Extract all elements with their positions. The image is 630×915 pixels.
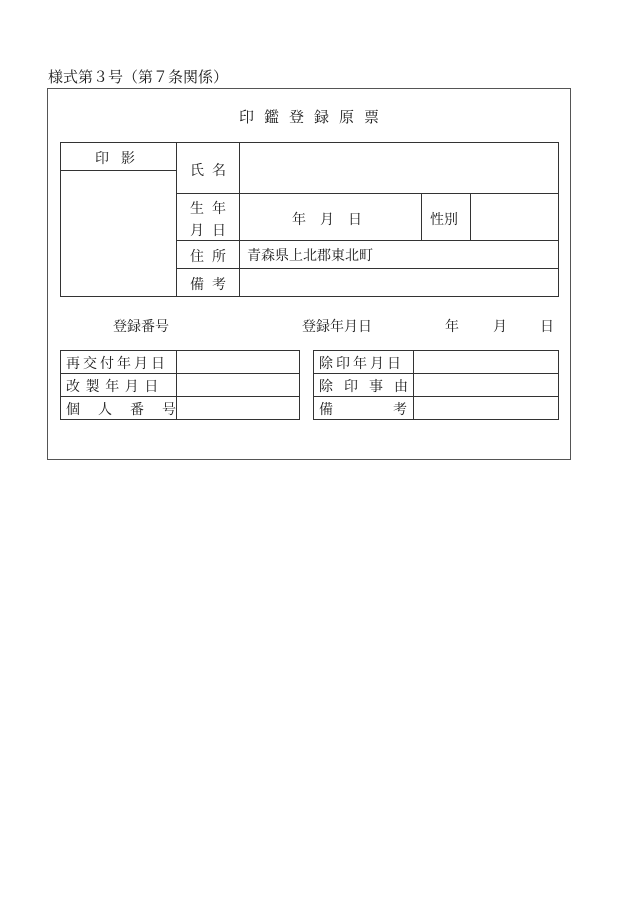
seal-removal-reason-field[interactable]	[414, 374, 558, 396]
name-label: 氏名	[190, 163, 234, 179]
reissue-date-field[interactable]	[177, 351, 299, 373]
form-title: 印鑑登録原票	[238, 108, 389, 126]
registration-number-label: 登録番号	[113, 319, 169, 335]
address-value[interactable]: 青森県上北郡東北町	[247, 248, 373, 264]
birth-date-label-line1: 生年	[190, 201, 234, 217]
seal-impression-label: 印影	[95, 151, 147, 167]
seal-removal-reason-label: 除印事由	[319, 379, 419, 395]
birth-date-value[interactable]: 年 月 日	[292, 212, 362, 228]
registration-date-label: 登録年月日	[302, 319, 372, 335]
registration-day-label: 日	[540, 319, 554, 335]
seal-removal-date-label: 除印年月日	[319, 356, 404, 372]
personal-number-label: 個人番号	[66, 402, 194, 418]
lower-remarks-field[interactable]	[414, 397, 558, 419]
remake-date-label: 改製年月日	[66, 379, 164, 395]
form-number-label: 様式第３号（第７条関係）	[48, 68, 229, 86]
sex-label: 性別	[430, 212, 458, 228]
remarks-label: 備考	[190, 277, 234, 293]
remake-date-field[interactable]	[177, 374, 299, 396]
address-label: 住所	[190, 249, 234, 265]
personal-number-field[interactable]	[177, 397, 299, 419]
lower-remarks-label: 備考	[319, 402, 467, 418]
reissue-date-label: 再交付年月日	[66, 356, 168, 372]
seal-removal-date-field[interactable]	[414, 351, 558, 373]
birth-date-label-line2: 月日	[190, 223, 234, 239]
registration-month-label: 月	[493, 319, 507, 335]
seal-impression-field[interactable]	[61, 171, 176, 296]
registration-year-label: 年	[445, 319, 459, 335]
